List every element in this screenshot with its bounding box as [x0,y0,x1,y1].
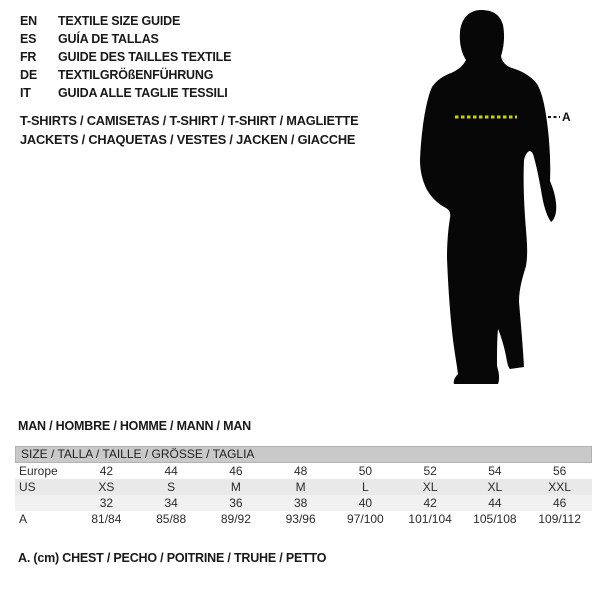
size-cell: M [230,480,241,494]
size-table [15,446,592,527]
table-row-numeric [15,495,592,511]
size-cell: XL [422,480,438,494]
size-cell: S [167,480,176,494]
size-cell: 50 [358,464,373,478]
category-jackets: JACKETS / CHAQUETAS / VESTES / JACKEN / GIACCHE [20,132,356,147]
size-cell: L [362,480,369,494]
category-tshirts: T-SHIRTS / CAMISETAS / T-SHIRT / T-SHIRT / MAGLIETTE [20,113,359,128]
size-cell: 46 [229,464,243,478]
size-cell: 54 [488,464,502,478]
size-cell: 97/100 [347,512,384,526]
size-cell: 85/88 [156,512,187,526]
size-cell: 81/84 [91,512,122,526]
size-cell: XXL [548,480,571,494]
language-label: TEXTILGRÖßENFÜHRUNG [58,68,214,82]
size-cell: 36 [229,496,243,510]
language-code: DE [20,68,37,82]
size-cell: 44 [164,464,178,478]
row-label: Europe [19,464,58,478]
size-cell: M [295,480,306,494]
size-cell: 40 [358,496,373,510]
language-label: GUIDE DES TAILLES TEXTILE [58,50,232,64]
size-cell: 38 [293,496,308,510]
language-code: IT [20,86,31,100]
size-cell: 93/96 [285,512,316,526]
size-cell: 105/108 [473,512,517,526]
size-cell: XS [98,480,115,494]
language-label: TEXTILE SIZE GUIDE [58,14,181,28]
language-code: ES [20,32,37,46]
size-cell: 56 [552,464,567,478]
language-code: FR [20,50,37,64]
table-row-us [15,479,592,495]
section-title-man: MAN / HOMBRE / HOMME / MANN / MAN [18,419,251,433]
size-cell: 34 [164,496,178,510]
size-table-header: SIZE / TALLA / TAILLE / GRÖSSE / TAGLIA [15,446,592,463]
size-cell: 32 [99,496,114,510]
row-label: US [19,480,36,494]
size-cell: 42 [99,464,114,478]
size-cell: 42 [423,496,437,510]
man-silhouette-shape [420,10,556,384]
row-label: A [19,512,28,526]
size-cell: 109/112 [538,512,581,526]
table-row-chest-a [15,511,592,527]
size-cell: 48 [293,464,308,478]
size-cell: 89/92 [220,512,251,526]
language-label: GUIDA ALLE TAGLIE TESSILI [58,86,228,100]
table-row-europe [15,463,592,479]
size-cell: 44 [488,496,502,510]
language-label: GUÍA DE TALLAS [58,32,159,46]
measurement-footnote: A. (cm) CHEST / PECHO / POITRINE / TRUHE / PETTO [18,551,327,565]
size-cell: XL [487,480,503,494]
measurement-label-a: A [562,110,571,124]
size-cell: 52 [423,464,437,478]
size-cell: 46 [552,496,567,510]
size-cell: 101/104 [408,512,452,526]
language-code: EN [20,14,37,28]
